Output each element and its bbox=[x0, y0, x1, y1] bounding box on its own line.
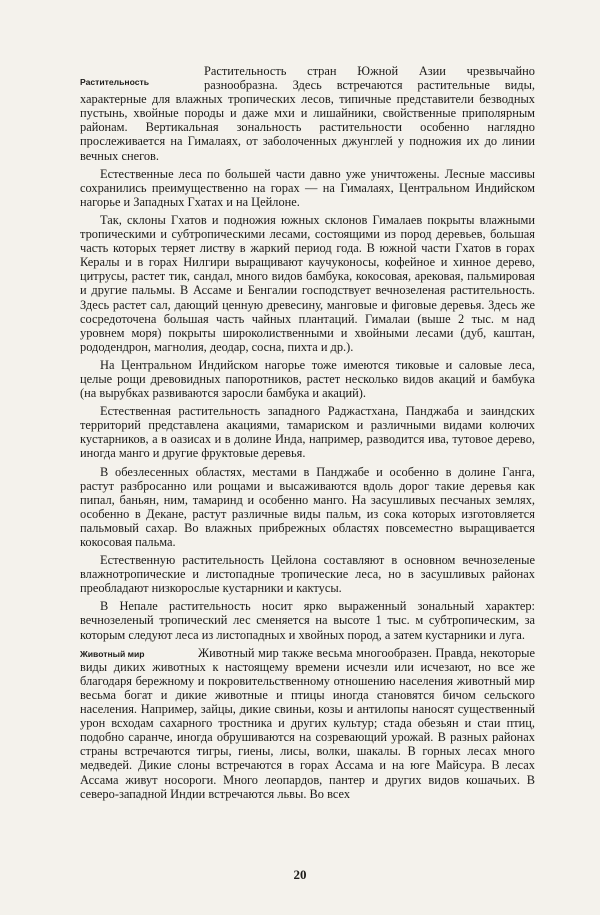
paragraph-ceylon bbox=[80, 553, 535, 595]
paragraph-text: Так, склоны Гхатов и подножия южных склонов Гималаев покрыты влажными тропическими и субтропическими лесами, состоящими из пород деревьев, большая часть которых теряет листву в жаркий период года. В южной части Гхатов в горах Кералы и в горах Нилгири выращивают каучуконосы, кофейное и хинное дерево, цитрусы, растет тик, сандал, много видов бамбука, кокосовая, арековая, пальмировая и другие пальмы. В Ассаме и Бенгалии господствует вечнозеленая растительность. Здесь растет сал, дающий ценную древесину, манговые и фиговые деревья. Здесь же сосредоточена большая часть чайных плантаций. Гималаи (выше 2 тыс. м над уровнем моря) покрыты широколиственными и хвойными лесами (дуб, каштан, рододендрон, магнолия, деодар, сосна, пихта и др.). bbox=[80, 212, 535, 354]
paragraph-deforested bbox=[80, 465, 535, 550]
paragraph-text: В Непале растительность носит ярко выраженный зональный характер: вечнозеленый тропический лес сменяется на высоте 1 тыс. м субтропическим, за которым следуют леса из листопадных и хвойных пород, а затем кустарники и луга. bbox=[80, 599, 535, 642]
paragraph-text: Растительность стран Южной Азии чрезвычайно разнообразна. Здесь встречаются растительные виды, характерные для влажных тропических лесов, типичные представители безводных пустынь, хвойные породы и даже мхи и лишайники, свойственные приполярным районам. Вертикальная зональность растительности особенно наглядно прослеживается на Гималаях, от заболоченных джунглей у подножия их до линии вечных снегов. bbox=[80, 64, 535, 163]
paragraph-central-plateau bbox=[80, 358, 535, 400]
paragraph-text: Естественные леса по большей части давно уже уничтожены. Лесные массивы сохранились преимущественно на горах — на Гималаях, Центральном Индийском нагорье и Западных Гхатах и на Цейлоне. bbox=[80, 166, 535, 209]
paragraph-text: На Центральном Индийском нагорье тоже имеются тиковые и саловые леса, целые рощи древовидных папоротников, растет несколько видов акаций и бамбука (на вырубках развиваются заросли бамбука и акаций). bbox=[80, 357, 535, 401]
text-column bbox=[80, 64, 535, 805]
sidenote-fauna: Животный мир bbox=[80, 648, 145, 659]
paragraph-nepal bbox=[80, 599, 535, 641]
paragraph-vegetation-intro bbox=[80, 64, 535, 163]
page-number: 20 bbox=[293, 867, 307, 882]
paragraph-text: Естественную растительность Цейлона составляют в основном вечнозеленые влажнотропические и листопадные тропические леса, но в засушливых районах преобладают низкорослые кустарники и кактусы. bbox=[80, 553, 535, 596]
paragraph-forests bbox=[80, 167, 535, 209]
paragraph-text: Животный мир также весьма многообразен. Правда, некоторые виды диких животных к настоящему времени исчезли или исчезают, но все же благодаря бережному и покровительственному отношению населения животный мир весьма богат и дикие животные и птицы иногда становятся бичом сельского населения. Например, зайцы, дикие свиньи, козы и антилопы наносят существенный урон всходам сахарного тростника и других культур; стада обезьян и стаи птиц, подобно саранче, иногда обрушиваются на созревающий урожай. В разных районах страны встречаются тигры, гиены, лисы, волки, шакалы. В горных лесах много медведей. Дикие слоны встречаются в горах Ассама и на юге Майсура. В лесах Ассама живут носороги. Много леопардов, пантер и других видов кошачьих. В северо-западной Индии встречаются львы. Во всех bbox=[80, 645, 535, 801]
paragraph-text: В обезлесенных областях, местами в Панджабе и особенно в долине Ганга, растут разбросанно или рощами и высаживаются вдоль дорог такие деревья как пипал, баньян, ним, тамаринд и особенно манго. На засушливых песчаных землях, особенно в Декане, растут различные виды пальм, из сока которых изготовляется пальмовый сахар. Во влажных прибрежных областях повсеместно выращивается кокосовая пальма. bbox=[80, 464, 535, 549]
paragraph-rajasthan bbox=[80, 404, 535, 460]
sidenote-vegetation: Растительность bbox=[80, 77, 149, 87]
paragraph-fauna bbox=[80, 646, 535, 801]
paragraph-text: Естественная растительность западного Раджастхана, Панджаба и заиндских территорий представлена акациями, тамариском и различными видами колючих кустарников, а в оазисах и в долине Инда, например, разводится ива, тутовое дерево, иногда манго и другие фруктовые деревья. bbox=[80, 404, 535, 461]
paragraph-ghats bbox=[80, 213, 535, 354]
